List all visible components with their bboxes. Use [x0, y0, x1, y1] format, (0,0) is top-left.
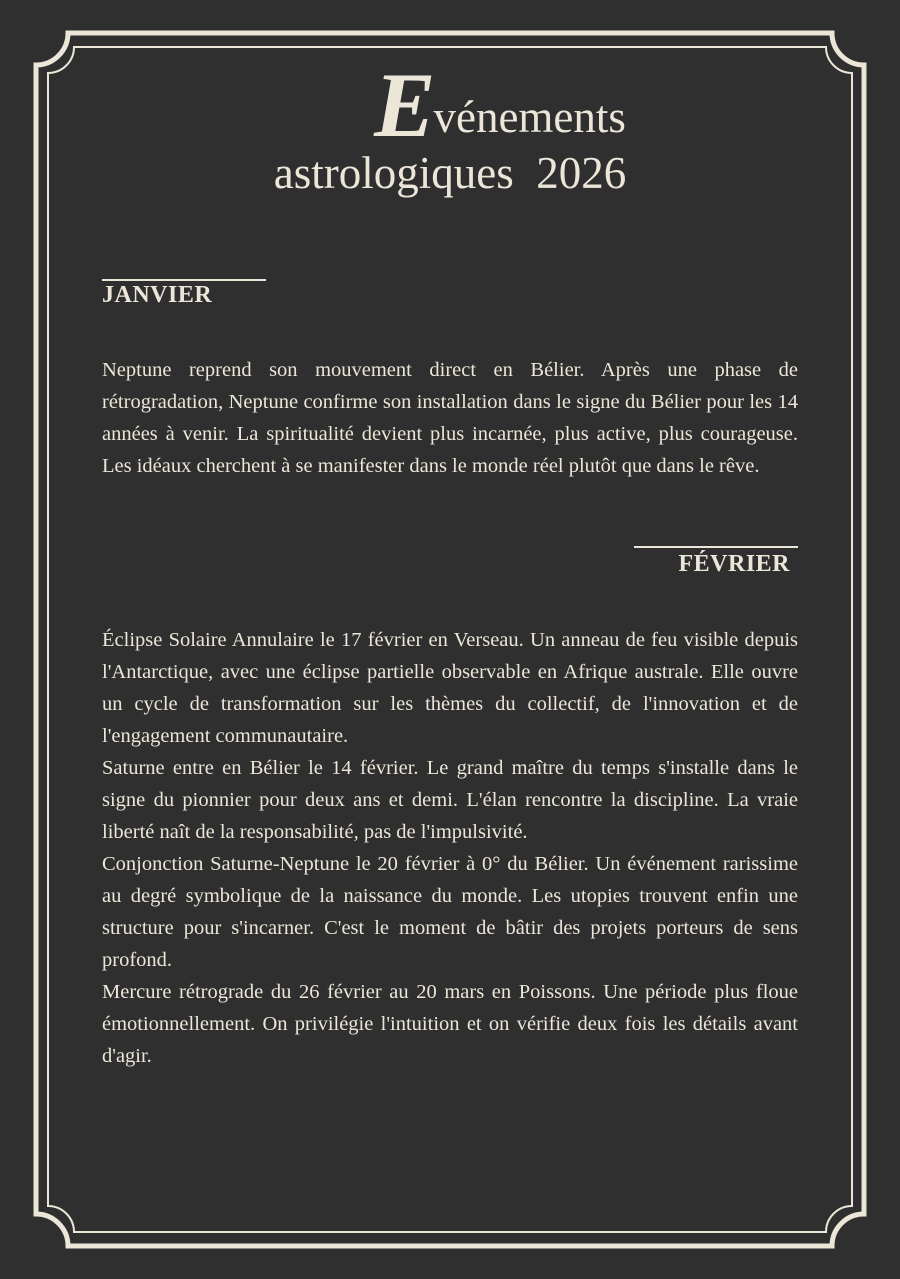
paragraph: Mercure rétrograde du 26 février au 20 mars en Poissons. Une période plus floue émotionnellement. On privilégie l'intuition et on vérifie deux fois les détails avant d'agir.	[102, 981, 798, 1067]
title-dropcap: E	[374, 54, 434, 156]
section-rule-fevrier	[634, 546, 798, 548]
paragraph: Conjonction Saturne-Neptune le 20 février à 0° du Bélier. Un événement rarissime au degré symbolique de la naissance du monde. Les utopies trouvent enfin une structure pour s'incarner. C'est le moment de bâtir des projets porteurs de sens profond.	[102, 853, 798, 971]
section-body-fevrier	[102, 624, 798, 1072]
paragraph: Éclipse Solaire Annulaire le 17 février en Verseau. Un anneau de feu visible depuis l'Antarctique, avec une éclipse partielle observable en Afrique australe. Elle ouvre un cycle de transformation sur les thèmes du collectif, de l'innovation et de l'engagement communautaire.	[102, 629, 798, 747]
paragraph: Saturne entre en Bélier le 14 février. Le grand maître du temps s'installe dans le signe du pionnier pour deux ans et demi. L'élan rencontre la discipline. La vraie liberté naît de la responsabilité, pas de l'impulsivité.	[102, 757, 798, 843]
page-title	[0, 54, 900, 200]
title-line-1	[0, 54, 900, 156]
paragraph: Neptune reprend son mouvement direct en Bélier. Après une phase de rétrogradation, Neptune confirme son installation dans le signe du Bélier pour les 14 années à venir. La spiritualité devient plus incarnée, plus active, plus courageuse. Les idéaux cherchent à se manifester dans le monde réel plutôt que dans le rêve.	[102, 359, 798, 477]
section-heading-janvier: JANVIER	[102, 282, 213, 308]
title-line-1-rest: vénements	[433, 92, 626, 142]
title-line-2: astrologiques 2026	[273, 148, 627, 198]
section-rule-janvier	[102, 279, 266, 281]
section-body-janvier	[102, 354, 798, 482]
section-heading-fevrier: FÉVRIER	[678, 551, 790, 577]
